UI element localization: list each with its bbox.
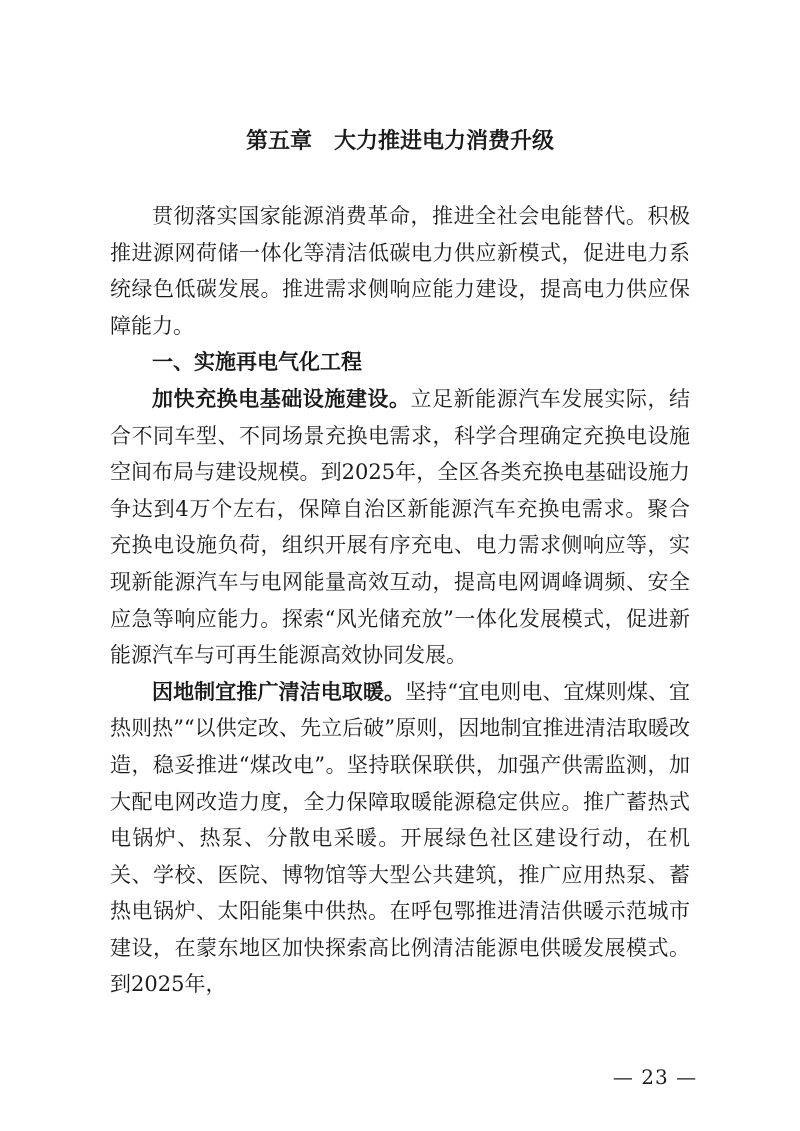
paragraph-body: 坚持“宜电则电、宜煤则煤、宜热则热”“以供定改、先立后破”原则，因地制宜推进清洁取暖改造，稳妥推进“煤改电”。坚持联保联供，加强产供需监测，加大配电网改造力度，全力保障取暖能源稳定供应。推广蓄热式电锅炉、热泵、分散电采暖。开展绿色社区建设行动，在机关、学校、医院、博物馆等大型公共建筑，推广应用热泵、蓄热电锅炉、太阳能集中供热。在呼包鄂推进清洁供暖示范城市建设，在蒙东地区加快探索高比例清洁能源电供暖发展模式。到2025年， [110,679,690,997]
paragraph-heating [110,674,690,1003]
paragraph-body: 立足新能源汽车发展实际，结合不同车型、不同场景充换电需求，科学合理确定充换电设施空间布局与建设规模。到2025年，全区各类充换电基础设施力争达到4万个左右，保障自治区新能源汽车充换电需求。聚合充换电设施负荷，组织开展有序充电、电力需求侧响应等，实现新能源汽车与电网能量高效互动，提高电网调峰调频、安全应急等响应能力。探索“风光储充放”一体化发展模式，促进新能源汽车与可再生能源高效协同发展。 [110,386,690,668]
paragraph-charging [110,381,690,674]
page-number: — 23 — [612,1065,698,1089]
section-heading: 一、实施再电气化工程 [152,350,362,375]
paragraph-lead: 因地制宜推广清洁电取暖。 [152,679,406,704]
body-content [110,198,690,1003]
chapter-title: 第五章 大力推进电力消费升级 [245,129,554,154]
intro-paragraph: 贯彻落实国家能源消费革命，推进全社会电能替代。积极推进源网荷储一体化等清洁低碳电力供应新模式，促进电力系统绿色低碳发展。推进需求侧响应能力建设，提高电力供应保障能力。 [110,204,690,338]
paragraph-lead: 加快充换电基础设施建设。 [152,386,411,411]
